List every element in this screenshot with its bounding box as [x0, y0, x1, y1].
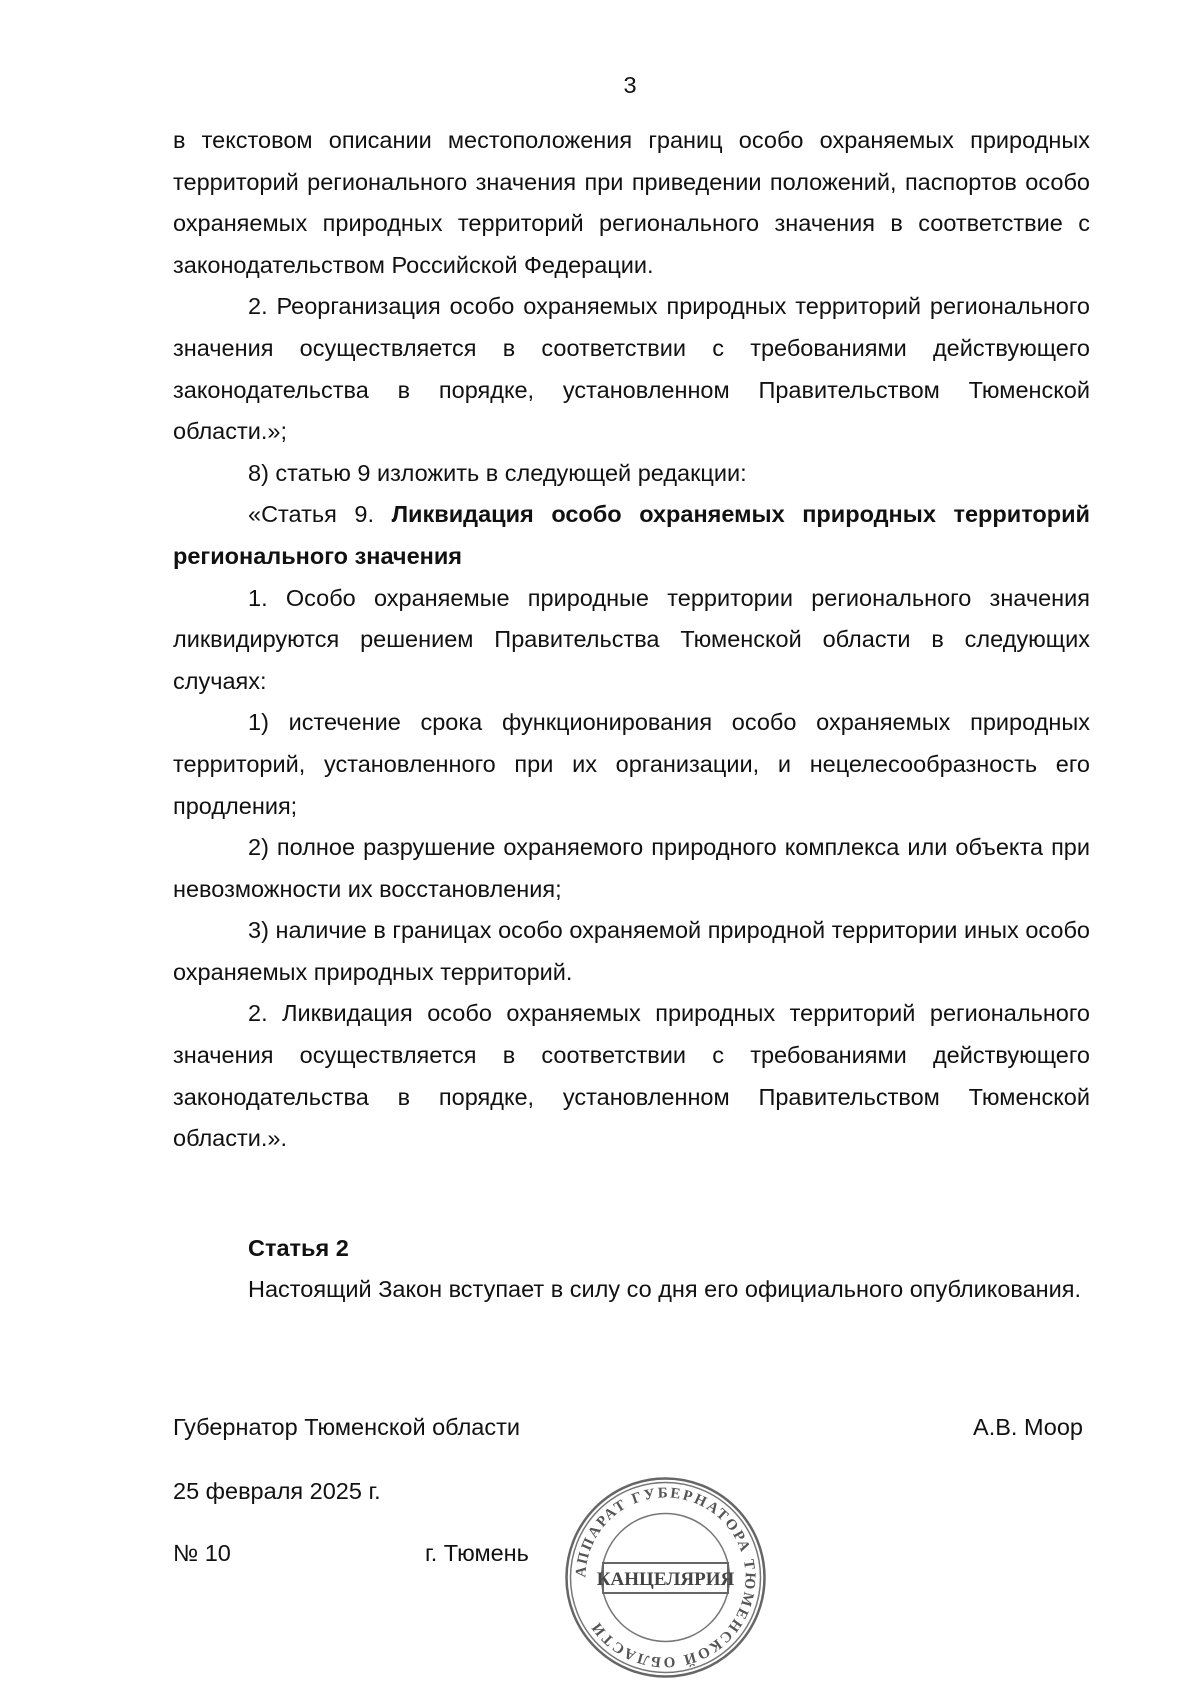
- paragraph-reorganization: 2. Реорганизация особо охраняемых природных территорий регионального значения осуществляется в соответствии с требованиями действующего законодательства в порядке, установленном Правительством Тюменской области.»;: [173, 293, 1090, 445]
- paragraph-continuation: в текстовом описании местоположения границ особо охраняемых природных территорий регионального значения при приведении положений, паспортов особо охраняемых природных территорий регионального значения в соответствие с законодательством Российской Федерации.: [173, 127, 1090, 278]
- spacer: [173, 1160, 1090, 1228]
- article-9-prefix: «Статья 9.: [248, 501, 392, 528]
- signing-date: 25 февраля 2025 г.: [173, 1478, 381, 1504]
- article-9-subitem-2: 2) полное разрушение охраняемого природного комплекса или объекта при невозможности их восстановления;: [173, 834, 1090, 902]
- article-9-item-1: 1. Особо охраняемые природные территории регионального значения ликвидируются решением Правительства Тюменской области в следующих случаях:: [173, 584, 1090, 694]
- article-2-heading: Статья 2: [248, 1234, 349, 1261]
- document-body: [173, 120, 1090, 1311]
- seal-outer-text: АППАРАТ ГУБЕРНАТОРА ТЮМЕНСКОЙ ОБЛАСТИ: [573, 1485, 758, 1670]
- page-number: 3: [623, 72, 637, 98]
- article-9-title: Ликвидация особо охраняемых природных территорий регионального значения: [173, 501, 1090, 569]
- governor-title: Губернатор Тюменской области: [173, 1414, 521, 1440]
- governor-name: А.В. Моор: [973, 1414, 1083, 1440]
- article-2-text: Настоящий Закон вступает в силу со дня его официального опубликования.: [248, 1276, 1082, 1303]
- signing-city: г. Тюмень: [425, 1540, 529, 1566]
- article-9-heading: [173, 494, 1090, 577]
- office-seal-stamp: [563, 1475, 768, 1680]
- seal-center-text: КАНЦЕЛЯРИЯ: [596, 1569, 735, 1590]
- article-9-subitem-1: 1) истечение срока функционирования особо охраняемых природных территорий, установленного при их организации, и нецелесообразность его продления;: [173, 709, 1090, 819]
- article-9-subitem-3: 3) наличие в границах особо охраняемой природной территории иных особо охраняемых природных территорий.: [173, 917, 1090, 985]
- paragraph-amendment-8: 8) статью 9 изложить в следующей редакции:: [248, 459, 747, 486]
- law-number: № 10: [173, 1540, 231, 1566]
- article-9-item-2: 2. Ликвидация особо охраняемых природных территорий регионального значения осуществляется в соответствии с требованиями действующего законодательства в порядке, установленном Правительством Тюменской области.».: [173, 1000, 1090, 1152]
